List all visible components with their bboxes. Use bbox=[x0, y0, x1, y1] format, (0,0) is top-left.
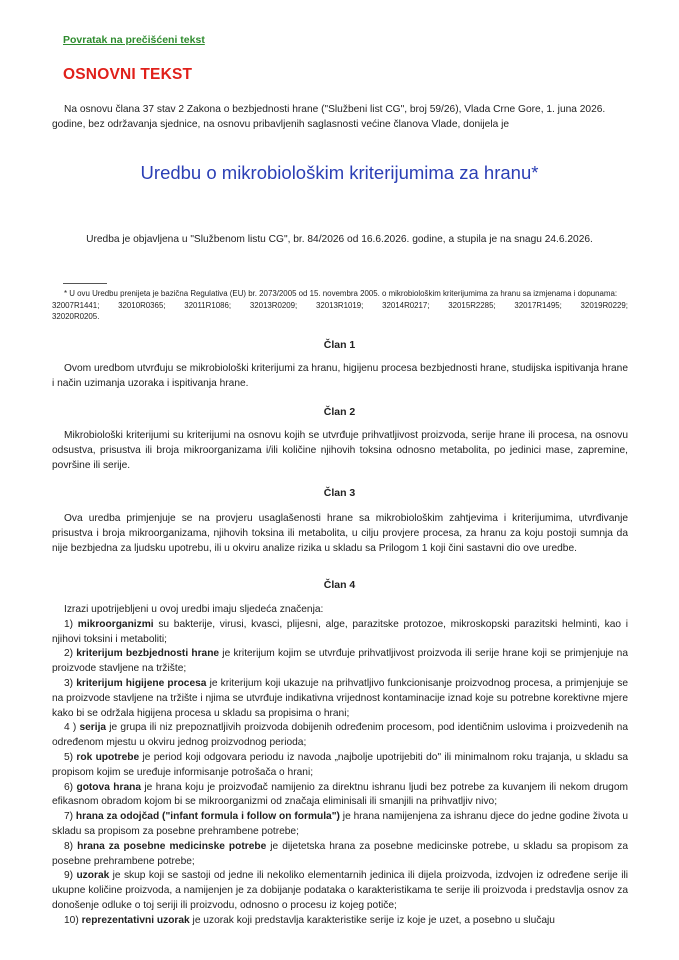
article-3-text: Ova uredba primjenjuje se na provjeru usaglašenosti hrane sa mikrobiološkim zahtjevima i kriterijumima, utvrđivanje prisustva i broja mikroorganizama, njihovih toksina ili metabolita, u cilju provjere procesa, za hranu za koju postoji sumnja da nije bezbjedna za ljudsku upotrebu, ili u okviru analize rizika u skladu sa Prilogom 1 koji čini sastavni dio ove uredbe. bbox=[52, 513, 628, 554]
document-heading: OSNOVNI TEKST bbox=[63, 66, 193, 83]
footnote-code: 32013R0209; bbox=[249, 300, 298, 310]
footnote-codes bbox=[52, 300, 628, 312]
regulation-title: Uredbu o mikrobiološkim kriterijumima za hranu* bbox=[140, 162, 539, 183]
preamble: Na osnovu člana 37 stav 2 Zakona o bezbjednosti hrane ("Službeni list CG", broj 59/26), Vlada Crne Gore, 1. juna 2026. godine, bez održavanja sjednice, na osnovu pribavljenih saglasnosti većine članova Vlade, donijela je bbox=[52, 104, 606, 130]
article-4-lead: Izrazi upotrijebljeni u ovoj uredbi imaju sljedeća značenja: bbox=[64, 604, 324, 615]
footnote-text: * U ovu Uredbu prenijeta je bazična Regulativa (EU) br. 2073/2005 od 15. novembra 2005. o mikrobiološkim kriterijumima za hranu sa izmjenama i dopunama: bbox=[64, 289, 618, 298]
article-4-body bbox=[52, 603, 628, 929]
footnote-code-last: 32020R0205. bbox=[52, 312, 100, 322]
definition-term: uzorak bbox=[76, 870, 110, 882]
article-4-title: Član 4 bbox=[323, 579, 356, 591]
footnote-code: 32007R1441; bbox=[52, 300, 100, 310]
footnote-code: 32010R0365; bbox=[118, 300, 166, 310]
definition-item: 7) hrana za odojčad ("infant formula i follow on formula") je hrana namijenjena za ishranu djece do jedne godine života u skladu sa propisom za posebne prehrambene potrebe; bbox=[52, 811, 628, 837]
article-2-title: Član 2 bbox=[323, 406, 356, 418]
article-1-title: Član 1 bbox=[323, 339, 356, 351]
article-2-text: Mikrobiološki kriterijumi su kriterijumi na osnovu kojih se utvrđuje prihvatljivost proizvoda, serije hrane ili procesa, na osnovu odsustva, prisustva ili broja mikroorganizama i/ili količine njihovih toksina odnosno metabolita, po jedinici mase, zapremine, površine ili serije. bbox=[52, 430, 628, 471]
definition-term: hrana za posebne medicinske potrebe bbox=[77, 840, 267, 852]
definition-item: 4 ) serija je grupa ili niz prepoznatljivih proizvoda dobijenih određenim procesom, pod identičnim uslovima i proizvedenih na određenom mjestu u okviru jednog proizvodnog perioda; bbox=[52, 722, 628, 749]
definition-item: 2) kriterijum bezbjednosti hrane je kriterijum kojim se utvrđuje prihvatljivost proizvoda ili serije hrane koji se primjenjuje na proizvode stavljene na tržište; bbox=[52, 648, 628, 675]
definition-item: 1) mikroorganizmi su bakterije, virusi, kvasci, plijesni, alge, parazitske protozoe, mikroskopski parazitski helminti, kao i njihovi toksini i metaboliti; bbox=[52, 618, 628, 645]
definition-item: 8) hrana za posebne medicinske potrebe je dijetetska hrana za posebne medicinske potrebe, u skladu sa propisom za posebne prehrambene potrebe; bbox=[52, 840, 628, 867]
back-to-consolidated-link[interactable]: Povratak na prečišćeni tekst bbox=[63, 34, 205, 46]
footnote-code: 32019R0229; bbox=[580, 300, 628, 310]
footnote bbox=[52, 288, 628, 323]
footnote-divider bbox=[63, 283, 107, 284]
definition-term: mikroorganizmi bbox=[77, 618, 154, 630]
footnote-code: 32011R1086; bbox=[184, 300, 232, 310]
definition-term: kriterijum bezbjednosti hrane bbox=[76, 648, 220, 660]
definition-term: kriterijum higijene procesa bbox=[76, 677, 207, 689]
definition-item: 6) gotova hrana je hrana koju je proizvođač namijenio za direktnu ishranu ljudi bez potrebe za kuvanjem ili nekom drugom efikasnom obradom kojom bi se mikroorganizmi od značaja eliminisali ili smanjili na prihvatljiv nivo; bbox=[52, 781, 628, 808]
definition-term: rok upotrebe bbox=[76, 751, 140, 763]
definition-term: gotova hrana bbox=[76, 781, 141, 793]
definition-item: 5) rok upotrebe je period koji odgovara periodu iz navoda „najbolje upotrijebiti do" ili minimalnom roku trajanja, u skladu sa propisom kojim se uređuje informisanje potrošača o hrani; bbox=[52, 751, 628, 778]
definition-item: 3) kriterijum higijene procesa je kriterijum koji ukazuje na prihvatljivo funkcionisanje proizvodnog procesa, a primjenjuje se na proizvode stavljene na tržište i njima se utvrđuje indikativna vrijednost kontaminacije iznad koje su potrebne korektivne mjere kako bi se održala higijena procesa u skladu sa propisima o hrani; bbox=[52, 677, 628, 719]
definition-term: serija bbox=[79, 722, 107, 734]
definition-item: 9) uzorak je skup koji se sastoji od jedne ili nekoliko elementarnih jedinica ili dijela proizvoda, izdvojen iz određene serije ili ukupne količine proizvoda, a namijenjen je za dobijanje podataka o karakteristikama te serije ili proizvoda i predstavlja osnov za donošenje odluke o toj seriji ili proizvodu, odnosno o procesu iz kojeg potiče; bbox=[52, 870, 628, 911]
article-3-title: Član 3 bbox=[323, 487, 356, 499]
publication-note: Uredba je objavljena u "Službenom listu CG", br. 84/2026 od 16.6.2026. godine, a stupila je na snagu 24.6.2026. bbox=[86, 234, 593, 245]
footnote-code: 32013R1019; bbox=[315, 300, 364, 310]
footnote-code: 32017R1495; bbox=[514, 300, 562, 310]
definition-term: reprezentativni uzorak bbox=[81, 914, 190, 926]
footnote-code: 32015R2285; bbox=[448, 300, 496, 310]
footnote-code: 32014R0217; bbox=[382, 300, 430, 310]
definition-term: hrana za odojčad ("infant formula i follow on formula") bbox=[75, 811, 340, 823]
article-1-text: Ovom uredbom utvrđuju se mikrobiološki kriterijumi za hranu, higijenu procesa bezbjednosti hrane, studijska ispitivanja hrane i način uzimanja uzoraka i ispitivanja hrane. bbox=[52, 363, 628, 389]
definition-item: 10) reprezentativni uzorak je uzorak koji predstavlja karakteristike serije iz koje je uzet, a posebno u slučaju bbox=[64, 914, 555, 926]
